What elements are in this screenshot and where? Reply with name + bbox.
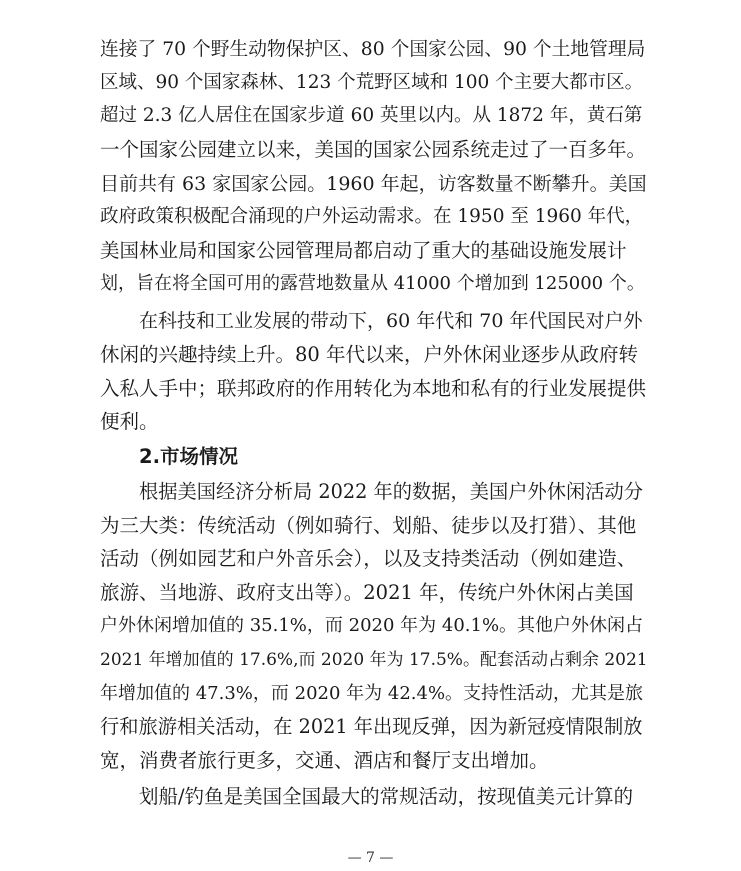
page-number: — 7 — (347, 850, 394, 866)
text-line-8: 划，旨在将全国可用的露营地数量从 41000 个增加到 125000 个。 (100, 273, 645, 294)
text-line-14: 为三大类：传统活动（例如骑行、划船、徒步以及打猎）、其他 (100, 514, 637, 537)
text-line-2: 区域、90 个国家森林、123 个荒野区域和 100 个主要大都市区。 (100, 72, 644, 93)
text-line-7: 美国林业局和国家公园管理局都启动了重大的基础设施发展计 (100, 239, 627, 262)
text-line-5: 目前共有 63 家国家公园。1960 年起，访客数量不断攀升。美国 (100, 173, 647, 195)
text-line-10: 休闲的兴趣持续上升。80 年代以来，户外休闲业逐步从政府转 (100, 343, 639, 366)
text-line-16: 旅游、当地游、政府支出等）。2021 年，传统户外休闲占美国 (100, 581, 634, 604)
text-line-20: 行和旅游相关活动，在 2021 年出现反弹，因为新冠疫情限制放 (100, 715, 643, 738)
section-heading: 2.市场情况 (139, 445, 238, 468)
text-line-12: 便利。 (100, 410, 159, 433)
text-line-11: 入私人手中；联邦政府的作用转化为本地和私有的行业发展提供 (100, 377, 647, 400)
text-line-17: 户外休闲增加值的 35.1%，而 2020 年为 40.1%。其他户外休闲占 (100, 615, 644, 636)
text-line-22: 划船/钓鱼是美国全国最大的常规活动，按现值美元计算的 (139, 785, 634, 808)
text-line-4: 一个国家公园建立以来，美国的国家公园系统走过了一百多年。 (100, 138, 647, 161)
text-line-15: 活动（例如园艺和户外音乐会），以及支持类活动（例如建造、 (100, 547, 637, 570)
text-line-13: 根据美国经济分析局 2022 年的数据，美国户外休闲活动分 (139, 480, 643, 503)
text-line-9: 在科技和工业发展的带动下，60 年代和 70 年代国民对户外 (139, 310, 643, 332)
text-line-18: 2021 年增加值的 17.6%,而 2020 年为 17.5%。配套活动占剩余 2021 (100, 650, 648, 670)
text-line-6: 政府政策积极配合涌现的户外运动需求。在 1950 至 1960 年代， (100, 206, 644, 227)
text-line-1: 连接了 70 个野生动物保护区、80 个国家公园、90 个土地管理局 (100, 39, 646, 60)
text-line-19: 年增加值的 47.3%，而 2020 年为 42.4%。支持性活动，尤其是旅 (100, 683, 644, 704)
text-line-3: 超过 2.3 亿人居住在国家步道 60 英里以内。从 1872 年，黄石第 (100, 105, 643, 126)
text-line-21: 宽，消费者旅行更多，交通、酒店和餐厅支出增加。 (100, 749, 549, 772)
